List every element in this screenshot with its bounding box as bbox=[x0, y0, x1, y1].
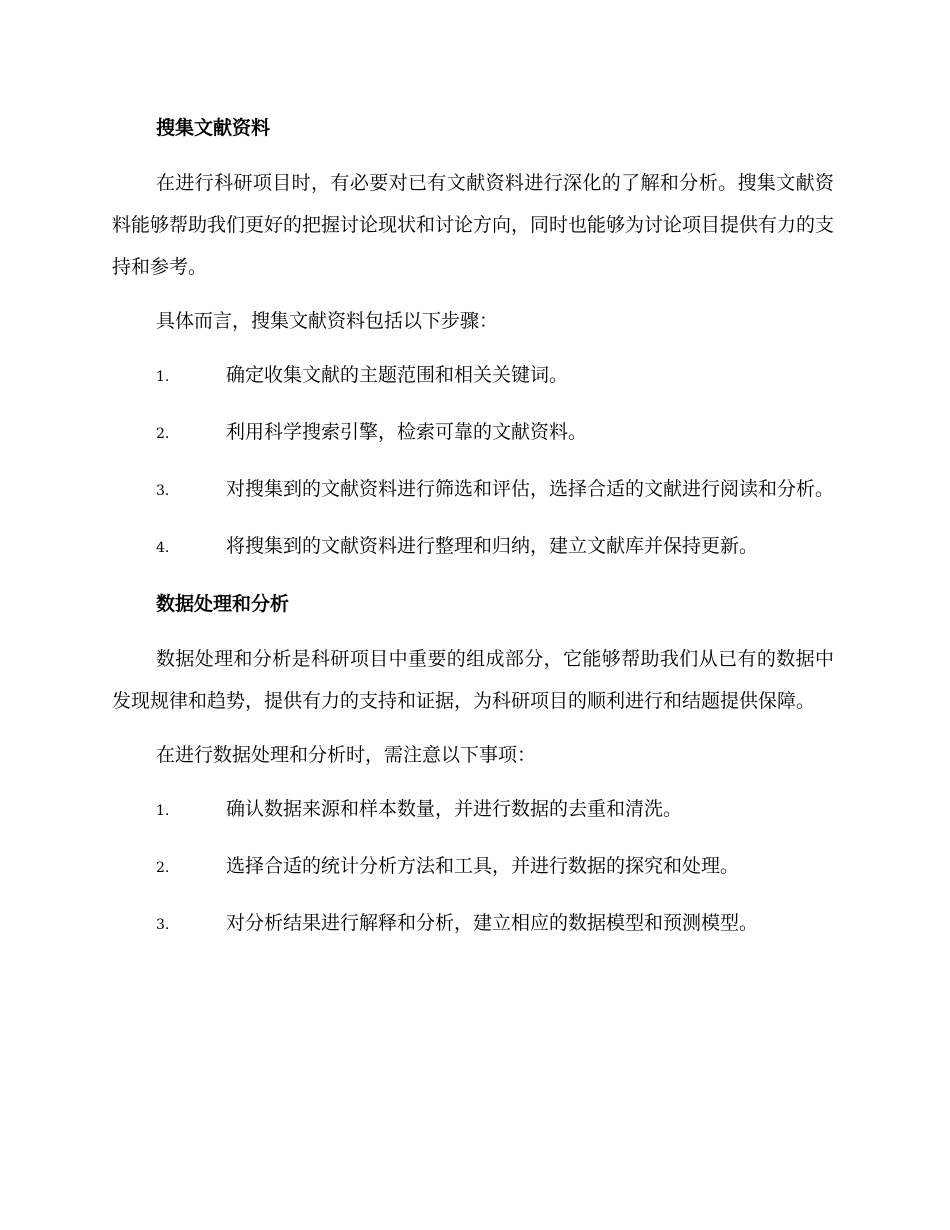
list-item bbox=[112, 411, 834, 455]
list-item-text: 对分析结果进行解释和分析，建立相应的数据模型和预测模型。 bbox=[226, 912, 759, 934]
section-heading: 搜集文献资料 bbox=[156, 117, 271, 139]
paragraph: 在进行数据处理和分析时，需注意以下事项： bbox=[156, 744, 537, 766]
section-data-analysis bbox=[112, 582, 834, 946]
list-item-number: 1. bbox=[156, 369, 170, 385]
list-item bbox=[112, 525, 834, 569]
document-body bbox=[112, 106, 834, 959]
list-item-number: 1. bbox=[156, 803, 170, 819]
section-literature bbox=[112, 106, 834, 569]
list-item-number: 2. bbox=[156, 860, 170, 876]
list-item-text: 利用科学搜索引擎，检索可靠的文献资料。 bbox=[226, 421, 588, 443]
paragraph: 数据处理和分析是科研项目中重要的组成部分，它能够帮助我们从已有的数据中发现规律和趋势，提供有力的支持和证据，为科研项目的顺利进行和结题提供保障。 bbox=[112, 648, 834, 712]
list-item bbox=[112, 788, 834, 832]
list-item-text: 确定收集文献的主题范围和相关关键词。 bbox=[226, 364, 569, 386]
paragraph: 具体而言，搜集文献资料包括以下步骤： bbox=[156, 310, 499, 332]
list-item-number: 3. bbox=[156, 483, 170, 499]
list-item-text: 对搜集到的文献资料进行筛选和评估，选择合适的文献进行阅读和分析。 bbox=[226, 478, 835, 500]
list-item bbox=[112, 468, 834, 512]
list-item bbox=[112, 902, 834, 946]
section-heading: 数据处理和分析 bbox=[156, 593, 290, 615]
list-item-text: 将搜集到的文献资料进行整理和归纳，建立文献库并保持更新。 bbox=[226, 535, 759, 557]
list-item-text: 选择合适的统计分析方法和工具，并进行数据的探究和处理。 bbox=[226, 855, 740, 877]
paragraph: 在进行科研项目时，有必要对已有文献资料进行深化的了解和分析。搜集文献资料能够帮助我们更好的把握讨论现状和讨论方向，同时也能够为讨论项目提供有力的支持和参考。 bbox=[112, 172, 835, 278]
list-item bbox=[112, 845, 834, 889]
list-item-number: 2. bbox=[156, 426, 170, 442]
list-item-number: 3. bbox=[156, 917, 170, 933]
list-item bbox=[112, 354, 834, 398]
list-item-text: 确认数据来源和样本数量，并进行数据的去重和清洗。 bbox=[226, 798, 683, 820]
list-item-number: 4. bbox=[156, 540, 170, 556]
